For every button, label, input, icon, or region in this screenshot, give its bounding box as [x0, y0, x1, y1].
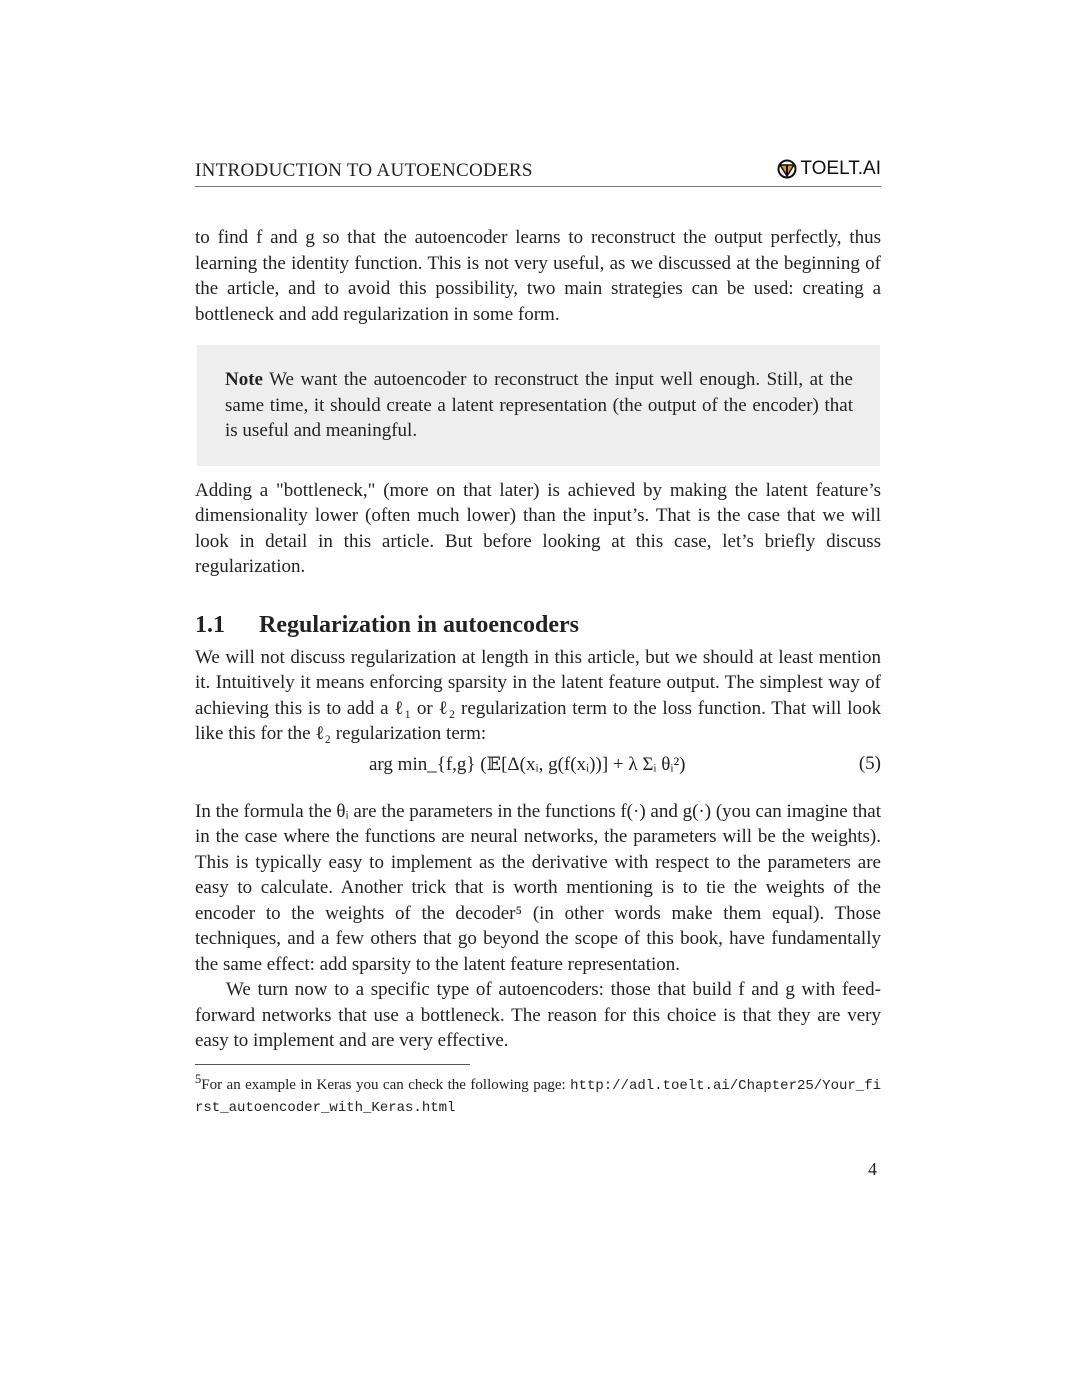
- content-column: [195, 158, 881, 1180]
- paragraph-3: We will not discuss regularization at length in this article, but we should at least mention it. Intuitively it means enforcing sparsity in the latent feature output. The simplest way of achieving this is to add a ℓ₁ or ℓ₂ regularization term to the loss function. That will look like this for the ℓ₂ regularization term:: [195, 646, 881, 744]
- section-number: 1.1: [195, 611, 225, 638]
- paragraph-2: Adding a "bottleneck," (more on that later) is achieved by making the latent feature’s dimensionality lower (often much lower) than the input’s. That is the case that we will look in detail in this article. But before looking at this case, let’s briefly discuss regularization.: [195, 479, 881, 577]
- paragraph-4: In the formula the θᵢ are the parameters in the functions f(·) and g(·) (you can imagine that in the case where the functions are neural networks, the parameters will be the weights). This is typically easy to implement as the derivative with respect to the parameters are easy to calculate. Another trick that is worth mentioning is to tie the weights of the encoder to the weights of the decoder⁵ (in other words make them equal). Those techniques, and a few others that go beyond the scope of this book, have fundamentally the same effect: add sparsity to the latent feature representation.: [195, 800, 881, 975]
- paragraph-1: to find f and g so that the autoencoder learns to reconstruct the output perfectly, thus learning the identity function. This is not very useful, as we discussed at the beginning of the article, and to avoid this possibility, two main strategies can be used: creating a bottleneck and add regularization in some form.: [195, 227, 881, 325]
- logo-text: TOELT.AI: [800, 158, 881, 179]
- running-header: [195, 158, 881, 187]
- equation-body: arg min_{f,g} (𝔼[Δ(xᵢ, g(f(xᵢ))] + λ Σᵢ θᵢ²): [369, 753, 686, 775]
- section-title: Regularization in autoencoders: [259, 611, 579, 638]
- footnote: [195, 1069, 881, 1119]
- footnote-link[interactable]: http://adl.toelt.ai/Chapter25/Your_first_autoencoder_with_Keras.html: [195, 1077, 881, 1116]
- note-label: Note: [225, 369, 263, 390]
- header-title: INTRODUCTION TO AUTOENCODERS: [195, 160, 533, 181]
- logo-icon: [777, 159, 797, 179]
- paragraph-5: We turn now to a specific type of autoencoders: those that build f and g with feed-forward networks that use a bottleneck. The reason for this choice is that they are very easy to implement and are very effective.: [195, 979, 881, 1051]
- footnote-rule: [195, 1064, 470, 1065]
- footnote-mark: 5: [195, 1071, 202, 1086]
- equation-5: [195, 753, 881, 799]
- page-number: 4: [868, 1158, 877, 1179]
- section-heading: [195, 612, 881, 639]
- footnote-text: For an example in Keras you can check the following page:: [201, 1076, 571, 1093]
- note-text: We want the autoencoder to reconstruct the input well enough. Still, at the same time, it should create a latent representation (the output of the encoder) that is useful and meaningful.: [225, 369, 853, 441]
- toelt-logo: [777, 158, 881, 180]
- note-box: [197, 345, 880, 466]
- equation-number: (5): [858, 752, 881, 774]
